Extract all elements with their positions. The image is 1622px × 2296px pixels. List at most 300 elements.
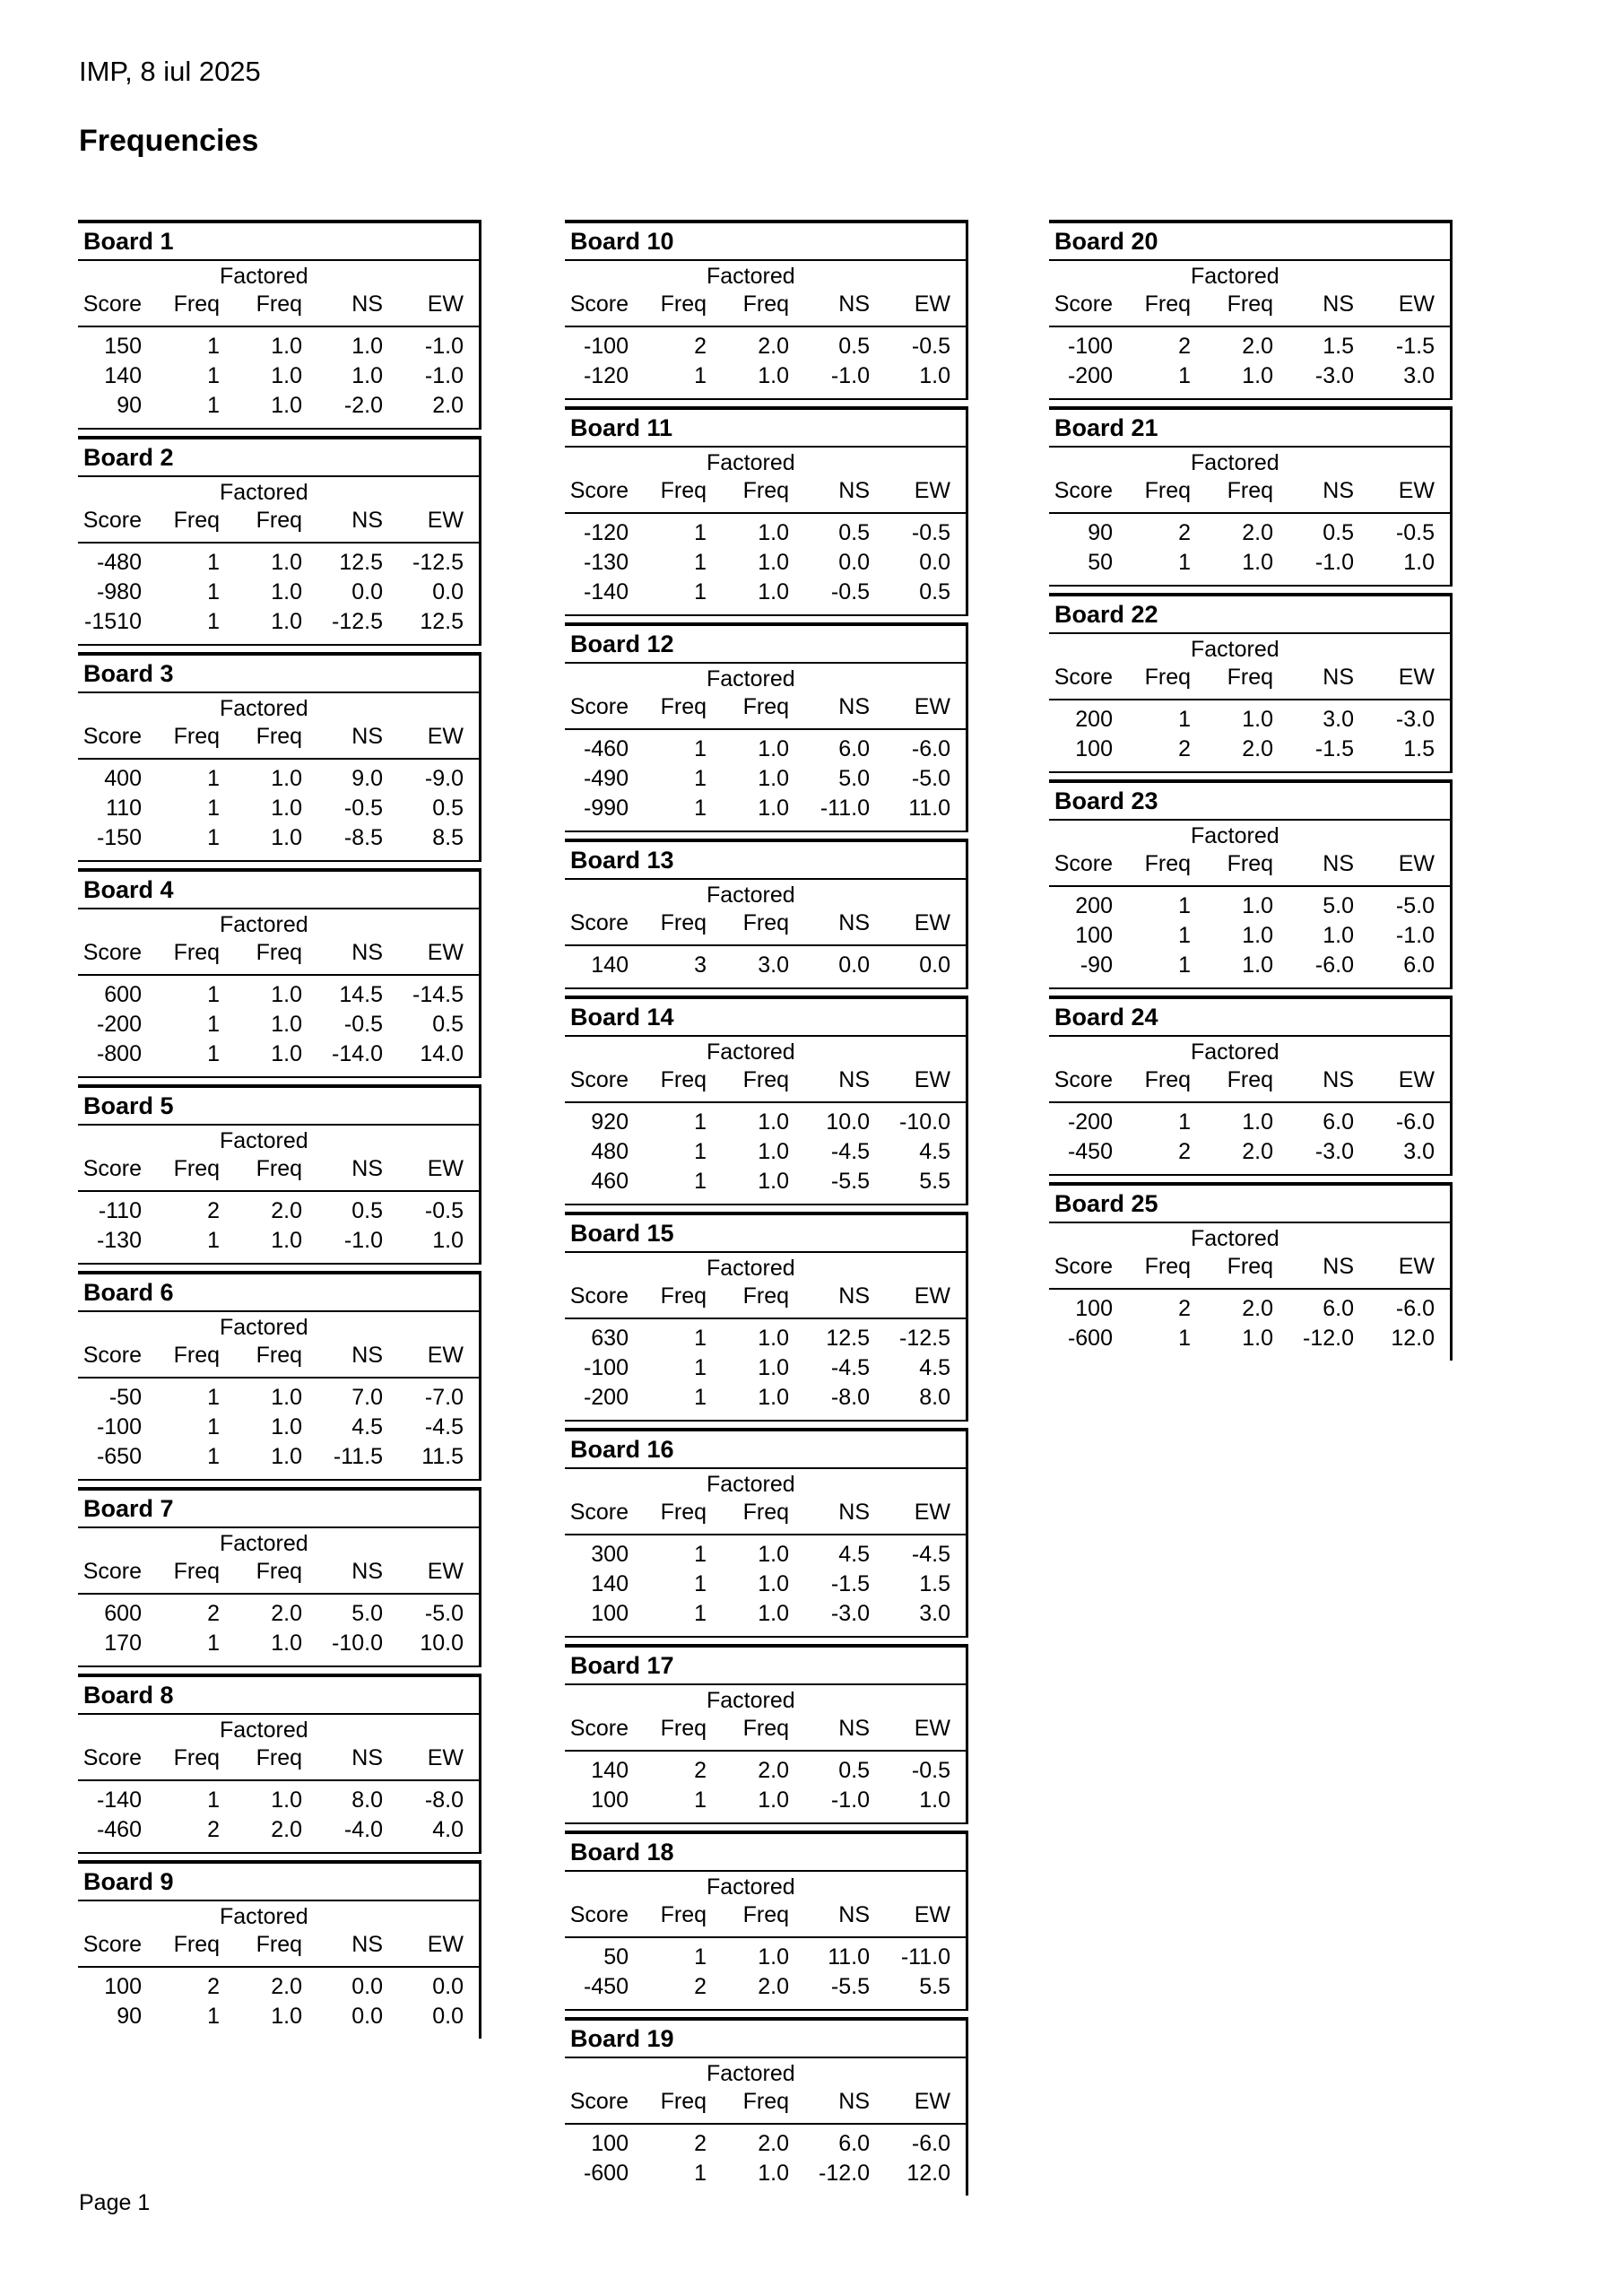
board-table xyxy=(565,406,968,616)
ew-cell: -6.0 xyxy=(1395,1296,1435,1321)
column-header-ns: NS xyxy=(351,940,383,965)
ns-cell: 14.5 xyxy=(339,982,383,1007)
column-header-freq: Freq xyxy=(1144,665,1191,690)
ns-cell: 6.0 xyxy=(838,2131,870,2156)
factored-freq-cell: 1.0 xyxy=(1242,1326,1273,1351)
ew-cell: 0.5 xyxy=(432,1012,464,1037)
column-header-ew: EW xyxy=(427,508,464,533)
ns-cell: -5.5 xyxy=(830,1169,870,1194)
freq-cell: 1 xyxy=(694,1139,707,1164)
column-header-score: Score xyxy=(569,1902,629,1927)
table-row xyxy=(78,391,479,421)
freq-cell: 1 xyxy=(694,520,707,545)
ew-cell: -1.0 xyxy=(424,334,464,359)
column-header-factored-freq: Freq xyxy=(742,694,789,719)
table-header xyxy=(78,1715,479,1781)
column-labels-row xyxy=(565,477,966,505)
factored-freq-cell: 1.0 xyxy=(271,1787,302,1813)
score-cell: 100 xyxy=(1075,923,1113,948)
score-cell: -600 xyxy=(1067,1326,1113,1351)
table-body xyxy=(565,327,966,398)
ew-cell: 11.0 xyxy=(908,796,950,821)
column-header-factored: Factored xyxy=(707,1256,795,1281)
factored-header-row xyxy=(1049,822,1450,850)
table-header xyxy=(78,1528,479,1595)
ew-cell: 12.0 xyxy=(1391,1326,1435,1351)
board-title: Board 10 xyxy=(565,223,966,261)
table-header xyxy=(565,1253,966,1319)
ns-cell: -0.5 xyxy=(830,579,870,604)
score-cell: 100 xyxy=(591,1601,629,1626)
factored-freq-cell: 1.0 xyxy=(758,1542,789,1567)
column-header-ns: NS xyxy=(838,478,870,503)
ew-cell: 0.5 xyxy=(919,579,950,604)
column-header-freq: Freq xyxy=(660,1500,707,1525)
table-row xyxy=(565,735,966,764)
board-table xyxy=(78,1084,481,1265)
factored-freq-cell: 1.0 xyxy=(271,363,302,388)
freq-cell: 1 xyxy=(694,550,707,575)
column-header-ns: NS xyxy=(838,291,870,317)
board-title: Board 9 xyxy=(78,1864,479,1901)
freq-cell: 2 xyxy=(694,1974,707,1999)
table-header xyxy=(565,2058,966,2125)
score-cell: -100 xyxy=(1067,334,1113,359)
factored-freq-cell: 2.0 xyxy=(758,1758,789,1783)
column-labels-row xyxy=(78,1342,479,1370)
board-table xyxy=(1049,1182,1453,1361)
score-cell: -460 xyxy=(583,736,629,761)
column-header-ew: EW xyxy=(1398,851,1435,876)
board-table xyxy=(78,868,481,1078)
board-title: Board 7 xyxy=(78,1491,479,1528)
table-row xyxy=(78,548,479,578)
score-cell: 100 xyxy=(104,1974,142,1999)
column-header-factored: Factored xyxy=(707,883,795,908)
column-header-ns: NS xyxy=(351,1343,383,1368)
column-header-factored-freq: Freq xyxy=(256,1745,302,1770)
freq-cell: 1 xyxy=(1178,550,1191,575)
table-body xyxy=(78,1968,479,2039)
board-title: Board 14 xyxy=(565,999,966,1037)
ew-cell: -5.0 xyxy=(424,1601,464,1626)
ew-cell: -8.0 xyxy=(424,1787,464,1813)
board-table xyxy=(565,996,968,1205)
ns-cell: 1.0 xyxy=(351,334,383,359)
table-row xyxy=(565,1786,966,1815)
column-labels-row xyxy=(565,1499,966,1526)
table-row xyxy=(1049,518,1450,548)
board-column-3 xyxy=(1049,220,1453,1367)
table-body xyxy=(78,1192,479,1263)
column-labels-row xyxy=(1049,850,1450,878)
table-header xyxy=(565,1685,966,1752)
column-header-factored: Factored xyxy=(220,480,308,505)
ew-cell: 10.0 xyxy=(420,1631,464,1656)
column-header-ew: EW xyxy=(914,291,950,317)
freq-cell: 2 xyxy=(1178,334,1191,359)
freq-cell: 2 xyxy=(207,1817,220,1842)
table-header xyxy=(565,880,966,946)
score-cell: -200 xyxy=(1067,363,1113,388)
table-body xyxy=(565,514,966,614)
factored-header-row xyxy=(565,882,966,909)
freq-cell: 1 xyxy=(207,1414,220,1439)
table-row xyxy=(565,1972,966,2002)
freq-cell: 1 xyxy=(207,1787,220,1813)
factored-freq-cell: 1.0 xyxy=(758,1601,789,1626)
table-body xyxy=(78,327,479,428)
ns-cell: 0.0 xyxy=(351,579,383,604)
table-body xyxy=(1049,1290,1450,1361)
factored-freq-cell: 1.0 xyxy=(1242,923,1273,948)
ns-cell: 0.5 xyxy=(838,334,870,359)
board-table xyxy=(1049,220,1453,400)
ew-cell: -12.5 xyxy=(899,1326,950,1351)
column-labels-row xyxy=(565,1715,966,1743)
factored-freq-cell: 1.0 xyxy=(271,550,302,575)
table-body xyxy=(565,1752,966,1822)
column-header-factored: Factored xyxy=(220,912,308,937)
score-cell: 90 xyxy=(117,393,142,418)
score-cell: -450 xyxy=(1067,1139,1113,1164)
ew-cell: 1.0 xyxy=(919,363,950,388)
ns-cell: -5.5 xyxy=(830,1974,870,1999)
score-cell: -50 xyxy=(108,1385,142,1410)
score-cell: -150 xyxy=(96,825,142,850)
table-body xyxy=(78,1595,479,1665)
table-header xyxy=(1049,1223,1450,1290)
score-cell: 600 xyxy=(104,1601,142,1626)
ns-cell: -12.0 xyxy=(819,2161,870,2186)
table-row xyxy=(565,1570,966,1599)
column-labels-row xyxy=(565,693,966,721)
ns-cell: -1.5 xyxy=(1314,736,1354,761)
ew-cell: 0.0 xyxy=(919,952,950,978)
column-header-factored-freq: Freq xyxy=(742,478,789,503)
score-cell: -110 xyxy=(98,1198,142,1223)
table-row xyxy=(1049,951,1450,980)
column-header-score: Score xyxy=(1054,478,1113,503)
column-labels-row xyxy=(78,939,479,967)
column-header-freq: Freq xyxy=(660,1067,707,1092)
factored-freq-cell: 1.0 xyxy=(271,1012,302,1037)
column-header-ns: NS xyxy=(838,2089,870,2114)
factored-freq-cell: 2.0 xyxy=(271,1974,302,1999)
table-row xyxy=(565,1943,966,1972)
table-row xyxy=(1049,332,1450,361)
column-header-factored: Factored xyxy=(1191,1226,1279,1251)
column-labels-row xyxy=(1049,664,1450,691)
ew-cell: 12.5 xyxy=(420,609,464,634)
table-row xyxy=(565,2129,966,2159)
score-cell: -100 xyxy=(583,334,629,359)
score-cell: 90 xyxy=(117,2004,142,2029)
factored-freq-cell: 1.0 xyxy=(758,1944,789,1970)
score-cell: 920 xyxy=(591,1109,629,1135)
board-title: Board 4 xyxy=(78,872,479,909)
table-row xyxy=(1049,1294,1450,1324)
ew-cell: -0.5 xyxy=(911,520,950,545)
factored-freq-cell: 1.0 xyxy=(758,1571,789,1596)
factored-freq-cell: 1.0 xyxy=(1242,952,1273,978)
score-cell: 100 xyxy=(1075,736,1113,761)
board-column-2 xyxy=(565,220,968,2202)
factored-freq-cell: 1.0 xyxy=(271,579,302,604)
table-row xyxy=(1049,891,1450,921)
table-row xyxy=(565,578,966,607)
report-subtitle: IMP, 8 iul 2025 xyxy=(79,56,261,87)
column-header-factored: Factored xyxy=(707,450,795,475)
factored-freq-cell: 1.0 xyxy=(758,1355,789,1380)
board-title: Board 2 xyxy=(78,439,479,477)
factored-freq-cell: 1.0 xyxy=(758,550,789,575)
freq-cell: 1 xyxy=(207,766,220,791)
ew-cell: -3.0 xyxy=(1395,707,1435,732)
score-cell: 480 xyxy=(591,1139,629,1164)
score-cell: -100 xyxy=(96,1414,142,1439)
ew-cell: -1.5 xyxy=(1395,334,1435,359)
column-labels-row xyxy=(565,1901,966,1929)
factored-header-row xyxy=(78,1717,479,1744)
ns-cell: -0.5 xyxy=(343,796,383,821)
ns-cell: -1.0 xyxy=(830,1787,870,1813)
table-row xyxy=(78,794,479,823)
factored-freq-cell: 2.0 xyxy=(1242,334,1273,359)
column-header-ns: NS xyxy=(1323,478,1354,503)
column-header-factored-freq: Freq xyxy=(742,1902,789,1927)
column-labels-row xyxy=(78,507,479,535)
ew-cell: -1.0 xyxy=(1395,923,1435,948)
ew-cell: 0.0 xyxy=(432,579,464,604)
board-title: Board 16 xyxy=(565,1431,966,1469)
ew-cell: -6.0 xyxy=(911,736,950,761)
column-labels-row xyxy=(78,723,479,751)
column-header-factored-freq: Freq xyxy=(256,724,302,749)
column-header-ew: EW xyxy=(914,1716,950,1741)
ew-cell: 1.0 xyxy=(919,1787,950,1813)
column-header-ns: NS xyxy=(838,910,870,935)
table-header xyxy=(78,693,479,760)
column-header-score: Score xyxy=(82,1745,142,1770)
board-table xyxy=(1049,593,1453,773)
column-header-score: Score xyxy=(82,1559,142,1584)
board-table xyxy=(565,1428,968,1638)
column-header-ns: NS xyxy=(351,724,383,749)
ew-cell: 4.0 xyxy=(432,1817,464,1842)
column-header-ew: EW xyxy=(1398,478,1435,503)
score-cell: -120 xyxy=(583,520,629,545)
ns-cell: 6.0 xyxy=(1323,1296,1354,1321)
column-header-score: Score xyxy=(82,1932,142,1957)
factored-freq-cell: 1.0 xyxy=(271,393,302,418)
score-cell: -650 xyxy=(96,1444,142,1469)
ns-cell: 12.5 xyxy=(826,1326,870,1351)
ew-cell: 5.5 xyxy=(919,1974,950,1999)
column-header-score: Score xyxy=(82,940,142,965)
board-table xyxy=(1049,406,1453,587)
ew-cell: -4.5 xyxy=(911,1542,950,1567)
table-header xyxy=(78,1901,479,1968)
score-cell: -480 xyxy=(96,550,142,575)
table-row xyxy=(565,548,966,578)
column-labels-row xyxy=(78,291,479,318)
ns-cell: 0.0 xyxy=(838,952,870,978)
column-header-factored-freq: Freq xyxy=(256,940,302,965)
ns-cell: 10.0 xyxy=(826,1109,870,1135)
board-title: Board 3 xyxy=(78,656,479,693)
column-header-factored-freq: Freq xyxy=(742,910,789,935)
table-header xyxy=(565,261,966,327)
column-header-ew: EW xyxy=(1398,291,1435,317)
ns-cell: 5.0 xyxy=(1323,893,1354,918)
column-header-factored-freq: Freq xyxy=(256,1559,302,1584)
ns-cell: -6.0 xyxy=(1314,952,1354,978)
column-header-score: Score xyxy=(82,508,142,533)
column-header-factored: Factored xyxy=(1191,823,1279,848)
freq-cell: 2 xyxy=(1178,736,1191,761)
column-header-ew: EW xyxy=(914,1283,950,1309)
freq-cell: 1 xyxy=(694,796,707,821)
table-body xyxy=(565,730,966,831)
column-header-factored-freq: Freq xyxy=(742,291,789,317)
factored-header-row xyxy=(565,2060,966,2088)
board-title: Board 5 xyxy=(78,1088,479,1126)
table-row xyxy=(565,764,966,794)
column-header-score: Score xyxy=(569,1716,629,1741)
ew-cell: -10.0 xyxy=(899,1109,950,1135)
ns-cell: 1.0 xyxy=(1323,923,1354,948)
column-header-ns: NS xyxy=(1323,665,1354,690)
score-cell: -200 xyxy=(583,1385,629,1410)
column-labels-row xyxy=(565,1066,966,1094)
freq-cell: 1 xyxy=(207,825,220,850)
factored-freq-cell: 1.0 xyxy=(758,579,789,604)
ns-cell: 4.5 xyxy=(351,1414,383,1439)
table-body xyxy=(565,1103,966,1204)
board-title: Board 11 xyxy=(565,410,966,448)
freq-cell: 1 xyxy=(694,1601,707,1626)
ew-cell: 3.0 xyxy=(1403,1139,1435,1164)
freq-cell: 1 xyxy=(207,609,220,634)
board-title: Board 19 xyxy=(565,2021,966,2058)
column-header-ew: EW xyxy=(1398,665,1435,690)
ew-cell: 4.5 xyxy=(919,1355,950,1380)
column-header-freq: Freq xyxy=(173,291,220,317)
table-body xyxy=(565,1938,966,2009)
column-header-score: Score xyxy=(569,1283,629,1309)
freq-cell: 1 xyxy=(694,1326,707,1351)
factored-freq-cell: 2.0 xyxy=(1242,1296,1273,1321)
factored-header-row xyxy=(78,263,479,291)
ns-cell: 5.0 xyxy=(351,1601,383,1626)
column-header-factored: Factored xyxy=(1191,264,1279,289)
column-header-ew: EW xyxy=(1398,1067,1435,1092)
ew-cell: 1.5 xyxy=(919,1571,950,1596)
column-labels-row xyxy=(1049,1253,1450,1281)
ns-cell: 8.0 xyxy=(351,1787,383,1813)
factored-freq-cell: 1.0 xyxy=(271,1414,302,1439)
table-header xyxy=(565,664,966,730)
ns-cell: 0.5 xyxy=(838,520,870,545)
column-header-score: Score xyxy=(82,291,142,317)
factored-freq-cell: 1.0 xyxy=(271,796,302,821)
column-header-factored-freq: Freq xyxy=(256,291,302,317)
board-table xyxy=(565,2017,968,2196)
column-header-factored: Factored xyxy=(1191,637,1279,662)
column-header-score: Score xyxy=(1054,851,1113,876)
board-table xyxy=(565,839,968,989)
table-row xyxy=(565,361,966,391)
column-header-freq: Freq xyxy=(173,940,220,965)
factored-header-row xyxy=(565,1874,966,1901)
board-table xyxy=(565,1212,968,1422)
column-header-freq: Freq xyxy=(1144,478,1191,503)
factored-freq-cell: 1.0 xyxy=(1242,363,1273,388)
factored-freq-cell: 2.0 xyxy=(758,2131,789,2156)
column-header-score: Score xyxy=(569,1067,629,1092)
column-header-factored: Factored xyxy=(220,264,308,289)
column-header-factored-freq: Freq xyxy=(1227,851,1273,876)
factored-freq-cell: 1.0 xyxy=(1242,1109,1273,1135)
freq-cell: 1 xyxy=(1178,952,1191,978)
ns-cell: 6.0 xyxy=(1323,1109,1354,1135)
table-row xyxy=(1049,705,1450,735)
factored-freq-cell: 1.0 xyxy=(271,1228,302,1253)
factored-freq-cell: 1.0 xyxy=(271,825,302,850)
score-cell: -460 xyxy=(96,1817,142,1842)
score-cell: -90 xyxy=(1080,952,1113,978)
factored-freq-cell: 1.0 xyxy=(758,796,789,821)
column-header-score: Score xyxy=(569,478,629,503)
table-body xyxy=(78,544,479,644)
ns-cell: 3.0 xyxy=(1323,707,1354,732)
column-header-score: Score xyxy=(1054,665,1113,690)
factored-header-row xyxy=(565,263,966,291)
ns-cell: -11.0 xyxy=(820,796,870,821)
board-title: Board 21 xyxy=(1049,410,1450,448)
column-header-score: Score xyxy=(569,694,629,719)
table-row xyxy=(1049,1108,1450,1137)
freq-cell: 1 xyxy=(1178,893,1191,918)
board-title: Board 25 xyxy=(1049,1186,1450,1223)
board-title: Board 15 xyxy=(565,1215,966,1253)
ns-cell: 0.0 xyxy=(838,550,870,575)
column-header-freq: Freq xyxy=(1144,291,1191,317)
freq-cell: 2 xyxy=(1178,1296,1191,1321)
board-table xyxy=(565,1644,968,1824)
column-header-factored-freq: Freq xyxy=(1227,478,1273,503)
table-row xyxy=(78,1413,479,1442)
factored-freq-cell: 1.0 xyxy=(758,1326,789,1351)
column-header-factored: Factored xyxy=(707,1039,795,1065)
factored-header-row xyxy=(1049,1225,1450,1253)
table-row xyxy=(565,1540,966,1570)
ew-cell: 2.0 xyxy=(432,393,464,418)
score-cell: -450 xyxy=(583,1974,629,1999)
column-header-factored: Factored xyxy=(707,1472,795,1497)
table-body xyxy=(78,976,479,1076)
freq-cell: 1 xyxy=(207,1012,220,1037)
board-title: Board 8 xyxy=(78,1677,479,1715)
ew-cell: 4.5 xyxy=(919,1139,950,1164)
column-header-factored: Factored xyxy=(1191,450,1279,475)
freq-cell: 1 xyxy=(1178,363,1191,388)
column-header-ew: EW xyxy=(914,478,950,503)
board-title: Board 24 xyxy=(1049,999,1450,1037)
page-title: Frequencies xyxy=(79,124,259,158)
ew-cell: 6.0 xyxy=(1403,952,1435,978)
